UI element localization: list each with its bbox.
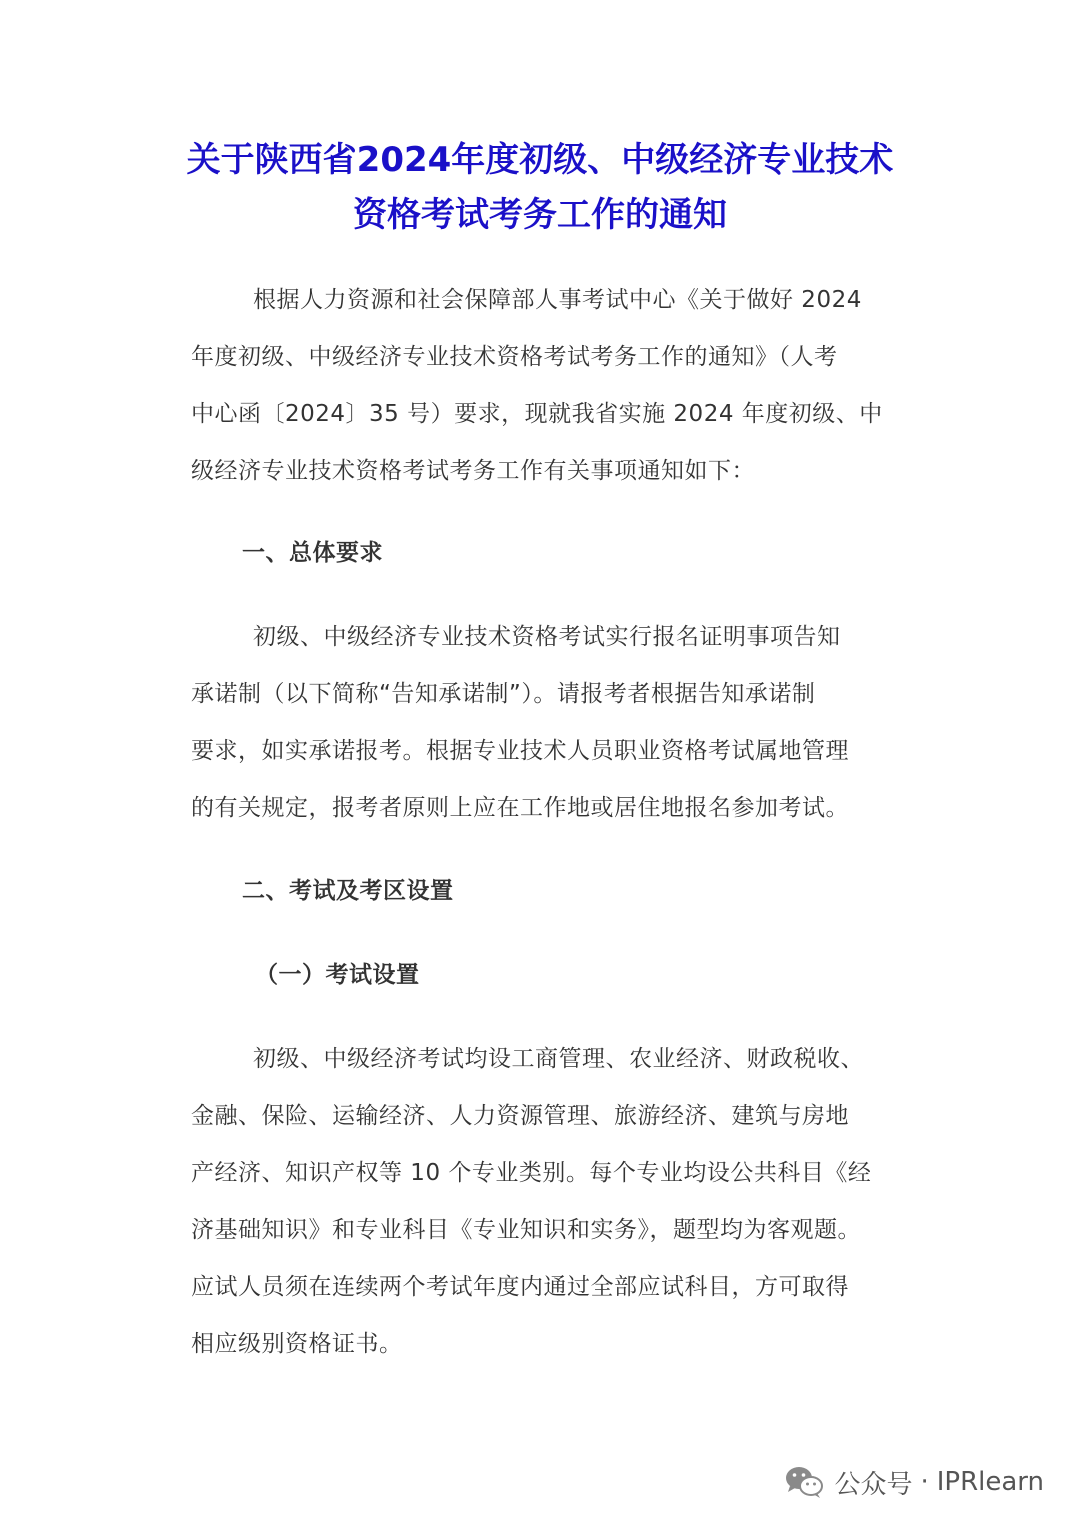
intro-line: 年度初级、中级经济专业技术资格考试考务工作的通知》（人考 (191, 344, 838, 370)
section-2-heading: 二、考试及考区设置 (242, 878, 454, 904)
wechat-icon (784, 1464, 824, 1500)
intro-line: 级经济专业技术资格考试考务工作有关事项通知如下： (191, 458, 755, 484)
section-1-line: 承诺制（以下简称“告知承诺制”）。请报考者根据告知承诺制 (191, 681, 816, 707)
section-1-line: 初级、中级经济专业技术资格考试实行报名证明事项告知 (253, 624, 841, 650)
section-2-line: 产经济、知识产权等 10 个专业类别。每个专业均设公共科目《经 (191, 1160, 872, 1186)
intro-line: 根据人力资源和社会保障部人事考试中心《关于做好 2024 (253, 287, 862, 313)
section-2-line: 应试人员须在连续两个考试年度内通过全部应试科目，方可取得 (191, 1274, 849, 1300)
watermark-separator: · (920, 1467, 929, 1497)
section-2-line: 相应级别资格证书。 (191, 1331, 403, 1357)
document-title-line-2: 资格考试考务工作的通知 (353, 195, 727, 235)
section-1-paragraph (191, 609, 891, 837)
intro-paragraph (191, 272, 891, 500)
section-1-heading: 一、总体要求 (242, 540, 383, 566)
section-2-line: 金融、保险、运输经济、人力资源管理、旅游经济、建筑与房地 (191, 1103, 849, 1129)
section-2-line: 初级、中级经济考试均设工商管理、农业经济、财政税收、 (253, 1046, 864, 1072)
section-1-line: 要求，如实承诺报考。根据专业技术人员职业资格考试属地管理 (191, 738, 849, 764)
section-1-line: 的有关规定，报考者原则上应在工作地或居住地报名参加考试。 (191, 795, 849, 821)
document-title-line-1: 关于陕西省2024年度初级、中级经济专业技术 (186, 140, 894, 180)
watermark-account: IPRlearn (936, 1467, 1044, 1497)
section-2-paragraph (191, 1031, 891, 1373)
wechat-watermark (784, 1462, 1044, 1502)
watermark-label: 公众号 (834, 1469, 913, 1500)
intro-line: 中心函〔2024〕35 号）要求，现就我省实施 2024 年度初级、中 (191, 401, 883, 427)
section-2-subheading: （一）考试设置 (255, 962, 420, 988)
section-2-line: 济基础知识》和专业科目《专业知识和实务》，题型均为客观题。 (191, 1217, 861, 1243)
